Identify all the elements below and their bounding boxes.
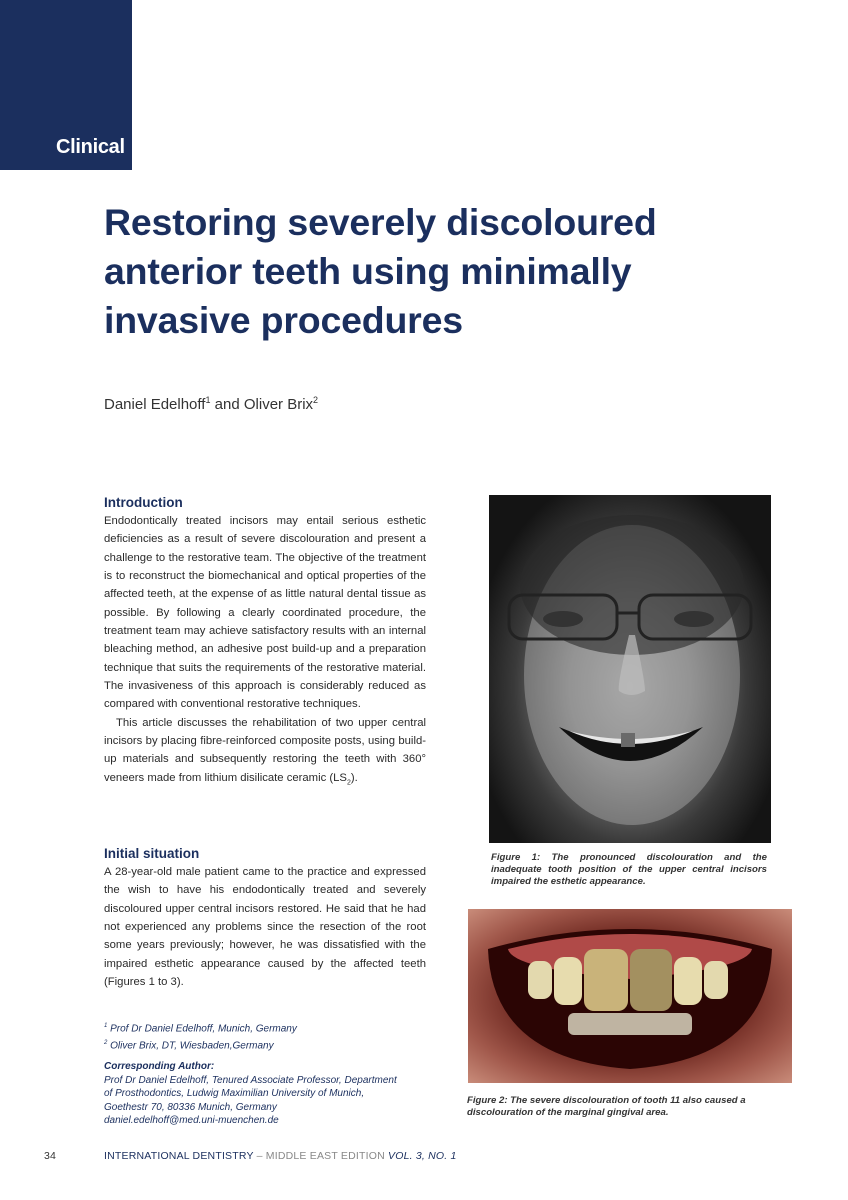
footnote-1-text: Prof Dr Daniel Edelhoff, Munich, Germany	[110, 1023, 297, 1035]
figure-2-caption: Figure 2: The severe discolouration of tooth 11 also caused a discolouration of the marginal gingival area.	[467, 1095, 746, 1118]
subscript-2: 2	[346, 779, 351, 787]
corresponding-email: daniel.edelhoff@med.uni-muenchen.de	[104, 1115, 279, 1126]
initial-situation-section	[104, 845, 426, 991]
page-footer	[44, 1150, 457, 1162]
author-separator: and	[210, 396, 244, 413]
introduction-paragraph-2-end: ).	[350, 771, 358, 784]
figure-2-smile-photo	[468, 909, 792, 1083]
footnote-1-sup: 1	[104, 1023, 108, 1029]
author-2: Oliver Brix	[243, 396, 314, 413]
introduction-paragraph-1: Endodontically treated incisors may entail serious esthetic deficiencies as a result of severe discolouration and present a challenge to the restorative team. The objective of the treatment is to reconstruct the biomechanical and optical properties of the affected teeth, at the expense of as little natural dental tissue as possible. By following a clearly coordinated procedure, the treatment team may achieve satisfactory results with an internal bleaching method, an adhesive post build-up and a preparation technique that suits the requirements of the restorative material. The invasiveness of this approach is considerably reduced as compared with conventional restorative techniques.	[104, 515, 426, 711]
footnote-2	[104, 1036, 434, 1053]
figure-1-caption: Figure 1: The pronounced discolouration and the inadequate tooth position of the upper central incisors impaired the esthetic appearance.	[491, 852, 767, 887]
footnote-2-text: Oliver Brix, DT, Wiesbaden,Germany	[110, 1040, 274, 1052]
footer-dash: –	[253, 1150, 266, 1162]
initial-situation-paragraph: A 28-year-old male patient came to the practice and expressed the wish to have his endodontically treated and severely discoloured upper central incisors restored. He said that he had not experienced any problems since the resection of the root some years previously; however, he was dissatisfied with the impaired esthetic appearance caused by the affected teeth (Figures 1 to 3).	[104, 866, 426, 989]
footnote-1	[104, 1019, 434, 1036]
author-line	[104, 396, 318, 413]
corresponding-line-2: of Prosthodontics, Ludwig Maximilian University of Munich,	[104, 1088, 365, 1099]
introduction-heading: Introduction	[104, 495, 183, 510]
section-tab	[0, 0, 132, 170]
article-title: Restoring severely discoloured anterior teeth using minimally invasive procedures	[104, 201, 657, 341]
initial-situation-heading: Initial situation	[104, 846, 200, 861]
smile-illustration	[468, 909, 792, 1083]
journal-name: INTERNATIONAL DENTISTRY	[104, 1150, 254, 1162]
portrait-illustration	[489, 495, 771, 843]
author-1: Daniel Edelhoff	[104, 396, 206, 413]
introduction-paragraph-2	[104, 714, 426, 793]
corresponding-line-3: Goethestr 70, 80336 Munich, Germany	[104, 1101, 277, 1113]
introduction-paragraph-2-main: This article discusses the rehabilitation of two upper central incisors by placing fibre-reinforced composite posts, using build-up materials and subsequently restoring the teeth with 360° veneers made from lithium disilicate ceramic (LS	[104, 716, 426, 784]
figure-1-portrait-photo	[489, 495, 771, 843]
footnote-2-sup: 2	[104, 1040, 108, 1047]
introduction-section	[104, 494, 426, 792]
journal-edition: MIDDLE EAST EDITION	[265, 1150, 385, 1162]
corresponding-author	[104, 1060, 434, 1128]
page-number: 34	[44, 1150, 57, 1162]
author-1-sup: 1	[205, 395, 211, 405]
author-footnotes	[104, 1019, 434, 1054]
corresponding-line-1: Prof Dr Daniel Edelhoff, Tenured Associate Professor, Department	[104, 1074, 397, 1086]
section-tab-label: Clinical	[56, 136, 125, 158]
author-2-sup: 2	[313, 395, 319, 405]
corresponding-author-title: Corresponding Author:	[104, 1061, 215, 1072]
journal-volume: VOL. 3, NO. 1	[388, 1150, 457, 1162]
